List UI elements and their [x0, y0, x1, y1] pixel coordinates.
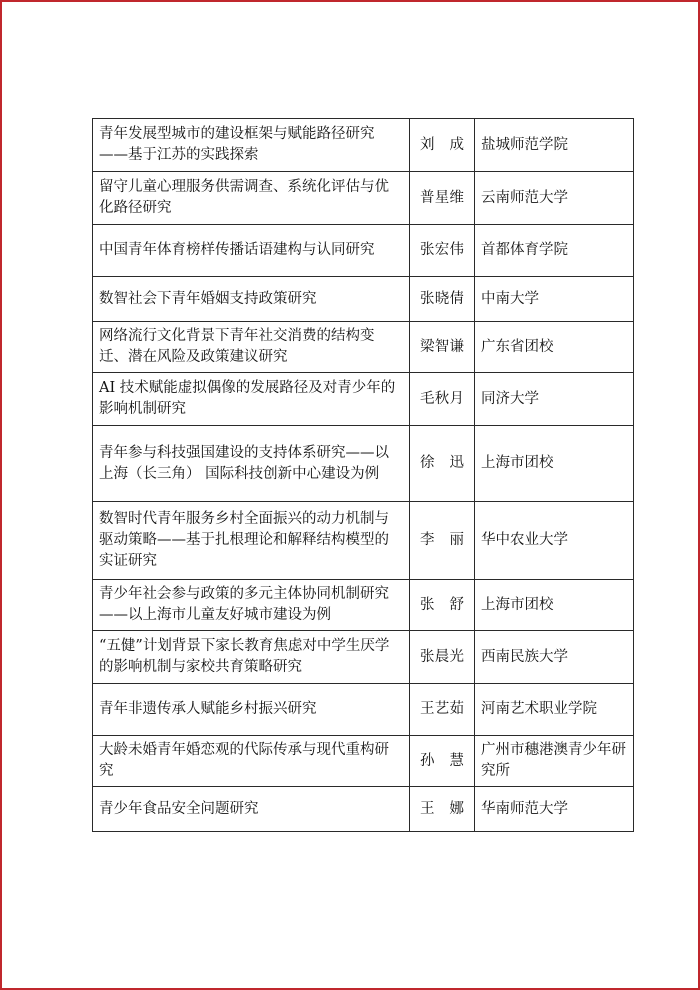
project-title: 青年参与科技强国建设的支持体系研究——以上海（长三角） 国际科技创新中心建设为例: [93, 426, 410, 502]
project-institution: 上海市团校: [475, 426, 634, 502]
project-title: 青年非遗传承人赋能乡村振兴研究: [93, 684, 410, 736]
project-title: 青少年社会参与政策的多元主体协同机制研究——以上海市儿童友好城市建设为例: [93, 580, 410, 631]
project-title: 留守儿童心理服务供需调查、系统化评估与优化路径研究: [93, 172, 410, 225]
table-row: [93, 426, 634, 502]
project-institution: 西南民族大学: [475, 631, 634, 684]
table-row: [93, 322, 634, 373]
project-author: 孙慧: [410, 736, 475, 787]
project-institution: 首都体育学院: [475, 225, 634, 277]
project-institution: 同济大学: [475, 373, 634, 426]
table-row: [93, 225, 634, 277]
table-row: [93, 373, 634, 426]
project-author: 王艺茹: [410, 684, 475, 736]
project-author: 毛秋月: [410, 373, 475, 426]
project-institution: 云南师范大学: [475, 172, 634, 225]
table-row: [93, 736, 634, 787]
project-title: AI 技术赋能虚拟偶像的发展路径及对青少年的影响机制研究: [93, 373, 410, 426]
table-row: [93, 502, 634, 580]
project-title: 青少年食品安全问题研究: [93, 787, 410, 832]
table-row: [93, 787, 634, 832]
project-author: 张舒: [410, 580, 475, 631]
project-author: 张晓倩: [410, 277, 475, 322]
project-title: 网络流行文化背景下青年社交消费的结构变迁、潜在风险及政策建议研究: [93, 322, 410, 373]
project-table: [92, 118, 634, 832]
project-author: 普星维: [410, 172, 475, 225]
table-row: [93, 631, 634, 684]
project-institution: 广州市穗港澳青少年研究所: [475, 736, 634, 787]
project-institution: 河南艺术职业学院: [475, 684, 634, 736]
project-title: 青年发展型城市的建设框架与赋能路径研究——基于江苏的实践探索: [93, 119, 410, 172]
project-title: 大龄未婚青年婚恋观的代际传承与现代重构研究: [93, 736, 410, 787]
project-institution: 中南大学: [475, 277, 634, 322]
project-institution: 上海市团校: [475, 580, 634, 631]
table-row: [93, 580, 634, 631]
table-row: [93, 119, 634, 172]
project-author: 张宏伟: [410, 225, 475, 277]
project-author: 梁智谦: [410, 322, 475, 373]
project-institution: 华南师范大学: [475, 787, 634, 832]
project-title: “五健”计划背景下家长教育焦虑对中学生厌学的影响机制与家校共育策略研究: [93, 631, 410, 684]
table-row: [93, 172, 634, 225]
table-row: [93, 684, 634, 736]
project-institution: 广东省团校: [475, 322, 634, 373]
project-author: 李丽: [410, 502, 475, 580]
project-institution: 华中农业大学: [475, 502, 634, 580]
project-title: 数智时代青年服务乡村全面振兴的动力机制与驱动策略——基于扎根理论和解释结构模型的实证研究: [93, 502, 410, 580]
project-title: 数智社会下青年婚姻支持政策研究: [93, 277, 410, 322]
project-author: 张晨光: [410, 631, 475, 684]
project-author: 刘成: [410, 119, 475, 172]
project-institution: 盐城师范学院: [475, 119, 634, 172]
table-row: [93, 277, 634, 322]
project-author: 徐迅: [410, 426, 475, 502]
project-title: 中国青年体育榜样传播话语建构与认同研究: [93, 225, 410, 277]
project-author: 王娜: [410, 787, 475, 832]
